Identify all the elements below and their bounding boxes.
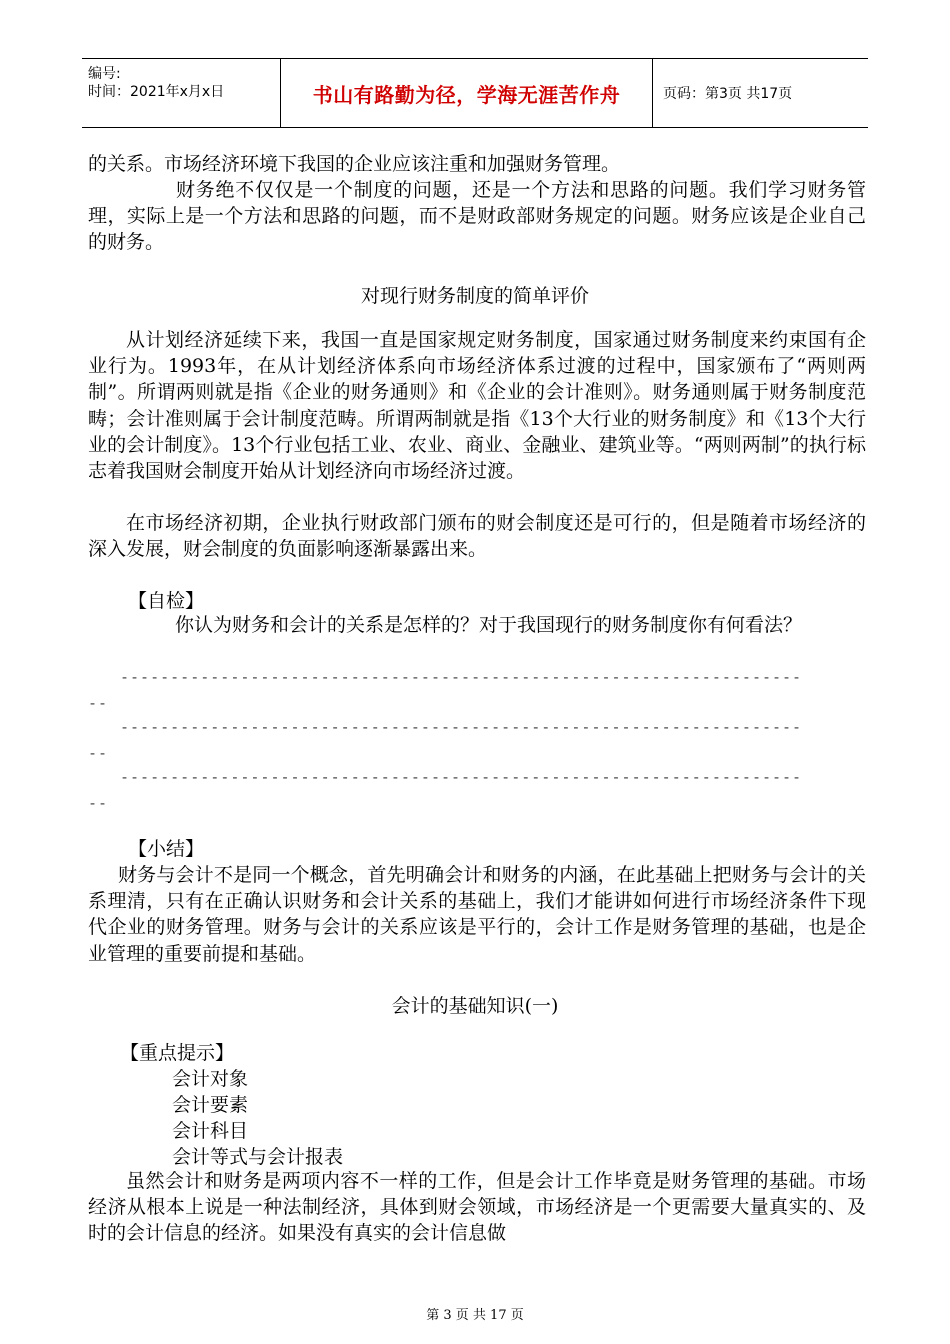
key-points-label: 【重点提示】 xyxy=(120,1042,235,1064)
self-check-label: 【自检】 xyxy=(128,590,205,612)
answer-line-1: -------------------------------------------------------------------- xyxy=(120,668,803,686)
section-heading-evaluation: 对现行财务制度的简单评价 xyxy=(360,285,589,307)
answer-line-3: -------------------------------------------------------------------- xyxy=(120,768,803,786)
time-label: 时间：2021年x月x日 xyxy=(88,84,225,100)
header-motto: 书山有路勤为径，学海无涯苦作舟 xyxy=(281,59,653,127)
key-point-item: 会计科目 xyxy=(172,1120,249,1142)
key-point-item: 会计对象 xyxy=(172,1068,249,1090)
answer-line-1-tail: -- xyxy=(88,694,109,712)
paragraph-accounting-foundation: 虽然会计和财务是两项内容不一样的工作，但是会计工作毕竟是财务管理的基础。市场经济从根本上说是一种法制经济，具体到财会领域，市场经济是一个更需要大量真实的、及时的会计信息的经济。如果没有真实的会计信息做 xyxy=(88,1170,866,1245)
section-heading-accounting-basics: 会计的基础知识(一) xyxy=(391,995,559,1017)
header-info-cell xyxy=(82,59,281,127)
answer-line-2: -------------------------------------------------------------------- xyxy=(120,718,803,736)
key-point-item: 会计要素 xyxy=(172,1094,249,1116)
page-footer: 第 3 页 共 17 页 xyxy=(426,1308,524,1323)
summary-paragraph: 财务与会计不是同一个概念，首先明确会计和财务的内涵，在此基础上把财务与会计的关系理清，只有在正确认识财务和会计关系的基础上，我们才能讲如何进行市场经济条件下现代企业的财务管理。财务与会计的关系应该是平行的，会计工作是财务管理的基础，也是企业管理的重要前提和基础。 xyxy=(88,864,866,965)
answer-line-3-tail: -- xyxy=(88,794,109,812)
paragraph-continuation: 的关系。市场经济环境下我国的企业应该注重和加强财务管理。 xyxy=(88,153,621,175)
paragraph-two-rules: 从计划经济延续下来，我国一直是国家规定财务制度，国家通过财务制度来约束国有企业行为。1993年，在从计划经济体系向市场经济体系过渡的过程中，国家颁布了“两则两制”。所谓两则就是指《企业的财务通则》和《企业的会计准则》。财务通则属于财务制度范畴；会计准则属于会计制度范畴。所谓两制就是指《13个大行业的财务制度》和《13个大行业的会计制度》。13个行业包括工业、农业、商业、金融业、建筑业等。“两则两制”的执行标志着我国财会制度开始从计划经济向市场经济过渡。 xyxy=(88,329,866,483)
summary-label: 【小结】 xyxy=(128,838,205,860)
page-header xyxy=(82,58,868,128)
key-point-item: 会计等式与会计报表 xyxy=(172,1146,344,1168)
number-label: 编号: xyxy=(88,66,121,82)
self-check-question: 你认为财务和会计的关系是怎样的？对于我国现行的财务制度你有何看法？ xyxy=(175,614,803,636)
paragraph-finance-method: 财务绝不仅仅是一个制度的问题，还是一个方法和思路的问题。我们学习财务管理，实际上是一个方法和思路的问题，而不是财政部财务规定的问题。财务应该是企业自己的财务。 xyxy=(88,179,866,254)
header-page-code: 页码：第3页 共17页 xyxy=(663,86,793,102)
paragraph-market-economy: 在市场经济初期，企业执行财政部门颁布的财会制度还是可行的，但是随着市场经济的深入发展，财会制度的负面影响逐渐暴露出来。 xyxy=(88,512,866,561)
answer-line-2-tail: -- xyxy=(88,744,109,762)
